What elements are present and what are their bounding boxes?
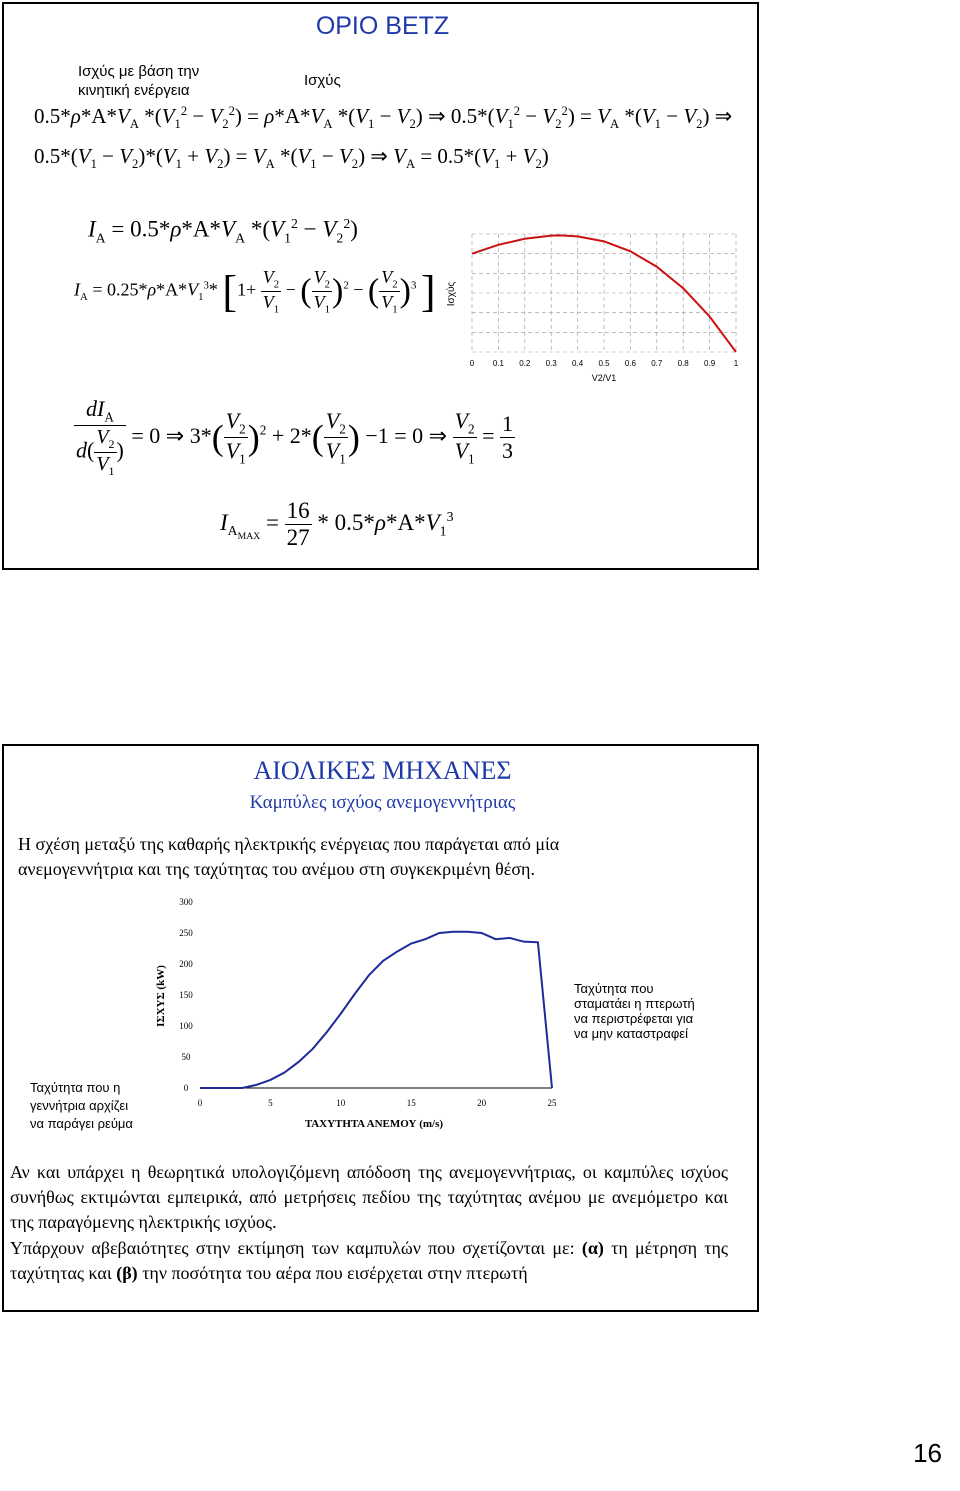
power-curve-chart: [134, 886, 584, 1136]
x-tick-label: 0.7: [651, 359, 663, 368]
power-curve-line: [200, 932, 552, 1088]
label-power: Ισχύς: [304, 72, 341, 89]
annotation-line: να παράγει ρεύμα: [30, 1116, 133, 1131]
label-line: Ισχύς με βάση την: [78, 63, 200, 80]
annotation-line: σταματάει η πτερωτή: [574, 996, 695, 1011]
y-tick-label: 200: [179, 959, 193, 969]
annotation-line: Ταχύτητα που η: [30, 1080, 121, 1095]
y-tick-label: 150: [179, 990, 193, 1000]
equation-max-power: $I_{A_{MAX}}$ = $\frac{16}{27}$ * $0.5*\rho*A*V_1^3$: [220, 498, 454, 550]
page-number: 16: [913, 1438, 942, 1468]
body-paragraph-1: Αν και υπάρχει η θεωρητικά υπολογιζόμενη απόδοση της ανεμογεννήτριας, οι καμπύλες ισχύος συνήθως εκτιμώνται εμπειρικά, από μετρήσεις πεδίου της ταχύτητας ανέμου με ανεμόμετρο και της παραγόμενης ηλεκτρικής ισχύος.: [10, 1162, 728, 1232]
y-axis-label: Ισχύς: [446, 281, 457, 307]
x-tick-label: 25: [547, 1098, 557, 1108]
x-tick-label: 0.3: [545, 359, 557, 368]
equation-energy-balance: $0.5*\rho*A*V_A$ $*(V_1^2 - V_2^2) = \rho*A*V_A$ $*(V_1 - V_2)$ ⇒ $0.5*(V_1^2 - V_2^2) = V_A$ $*(V_1 - V_2)$ ⇒: [34, 104, 733, 132]
intro-line: Η σχέση μεταξύ της καθαρής ηλεκτρικής ενέργειας που παράγεται από μία: [18, 834, 560, 854]
y-tick-label: 100: [179, 1021, 193, 1031]
text-emphasis: (β): [116, 1263, 138, 1283]
slide-betz-limit: [2, 2, 759, 570]
y-tick-label: 50: [181, 1052, 191, 1062]
x-tick-label: 0: [469, 359, 475, 368]
equation-derivative: $dI_A$ d( $\frac{V_2}{V_1}$ ) = 0 ⇒ 3*( $\frac{V_2}{V_1}$ )$^2$ + 2*( $\frac{V_2}{V_1}$ ) −1 = 0 ⇒ $\frac{V_2}{V_1}$ = $\frac{1}{3}$: [76, 396, 514, 479]
annotation-line: να μην καταστραφεί: [574, 1026, 688, 1041]
y-tick-label: 250: [179, 928, 193, 938]
text-segment: τη μέτρηση της ταχύτητας και: [10, 1238, 729, 1283]
annotation-line: γεννήτρια αρχίζει: [30, 1098, 129, 1113]
x-axis-label: ΤΑΧΥΤΗΤΑ ΑΝΕΜΟΥ (m/s): [304, 1118, 444, 1130]
text-emphasis: (α): [581, 1238, 604, 1258]
betz-power-chart: [444, 226, 744, 386]
y-tick-label: 0: [183, 1083, 189, 1093]
x-tick-label: 0.2: [519, 359, 531, 368]
slide-wind-turbines: [2, 744, 759, 1312]
y-tick-label: 300: [179, 897, 193, 907]
y-tick-labels: [179, 897, 193, 1093]
intro-text: [18, 832, 559, 882]
x-axis-label: V2/V1: [591, 373, 617, 383]
x-tick-label: 20: [477, 1098, 487, 1108]
x-tick-labels: [198, 1098, 557, 1108]
label-line: κινητική ενέργεια: [78, 82, 190, 99]
equation-va: $0.5*(V_1 - V_2)*(V_1 + V_2) = V_A$ $*(V_1 - V_2)$ ⇒ $V_A = 0.5*(V_1 + V_2)$: [34, 144, 549, 172]
annotation-line: να περιστρέφεται για: [574, 1011, 694, 1026]
chart-grid: [472, 234, 736, 352]
text-segment: Υπάρχουν αβεβαιότητες στην εκτίμηση των καμπυλών που σχετίζονται με:: [10, 1238, 582, 1258]
x-tick-label: 0: [197, 1098, 203, 1108]
x-tick-label: 0.8: [677, 359, 689, 368]
x-tick-label: 0.5: [598, 359, 610, 368]
x-tick-label: 0.1: [492, 359, 504, 368]
x-tick-label: 1: [733, 359, 739, 368]
slide-subtitle: Καμπύλες ισχύος ανεμογεννήτριας: [249, 792, 516, 813]
annotation-cut-out-speed: [574, 981, 695, 1041]
equation-power-expanded: $I_A = 0.25*\rho*A*V_1^3*$ [1+ $\frac{V_2}{V_1}$ − ( $\frac{V_2}{V_1}$ )$^2$ − ( $\frac{V_2}{V_1}$ )$^3$ ]: [74, 267, 436, 316]
x-tick-label: 5: [268, 1098, 273, 1108]
body-paragraph-2: [10, 1236, 728, 1286]
slide-title: ΑΙΟΛΙΚΕΣ ΜΗΧΑΝΕΣ: [253, 756, 512, 785]
x-tick-label: 15: [406, 1098, 416, 1108]
x-tick-labels: [470, 359, 739, 368]
slide-title: ΟΡΙΟ ΒΕΤΖ: [315, 12, 450, 40]
equation-power: $I_A = 0.5*\rho*A*V_A$ $*(V_1^2 - V_2^2)$: [88, 216, 358, 246]
annotation-line: Ταχύτητα που: [574, 981, 654, 996]
x-tick-label: 10: [336, 1098, 346, 1108]
x-tick-label: 0.9: [704, 359, 716, 368]
intro-line: ανεμογεννήτρια και της ταχύτητας του ανέμου στη συγκεκριμένη θέση.: [18, 859, 535, 879]
x-tick-label: 0.4: [572, 359, 584, 368]
label-power-kinetic: [78, 62, 199, 100]
text-segment: την ποσότητα του αέρα που εισέρχεται στην πτερωτή: [137, 1263, 528, 1283]
annotation-cut-in-speed: [30, 1079, 133, 1133]
x-tick-label: 0.6: [624, 359, 636, 368]
y-axis-label: ΙΣΧΥΣ (kW): [155, 965, 167, 1027]
